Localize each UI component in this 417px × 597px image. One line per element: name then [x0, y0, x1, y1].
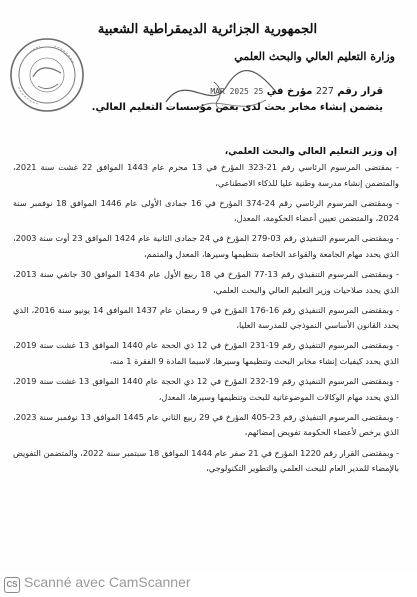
legal-paragraph: - وبمقتضى القرار رقم 1220 المؤرخ في 21 صفر عام 1444 الموافق 18 سبتمبر سنة 2022، والمتضمن التفويض بالإمضاء للمدير العام للبحث العلمي والتطوير التكنولوجي، [13, 447, 399, 474]
legal-paragraph: - وبمقتضى المرسوم التنفيذي رقم 19-232 المؤرخ في 12 ذي الحجة عام 1440 الموافق 13 غشت سنة 2019، الذي يحدد مهام الوكالات الموضوعاتية للبحث وتنظيمها وسيرها، المعدل، [13, 376, 399, 402]
camscanner-logo-icon: CS [4, 577, 20, 593]
legal-paragraph: - وبمقتضى المرسوم الرئاسي رقم 24-374 المؤرخ في 16 جمادى الأولى عام 1446 الموافق 18 نوفمبر سنة 2024، والمتضمن تعيين أعضاء الحكومة، المعدل، [13, 197, 399, 224]
legal-paragraph: - وبمقتضى المرسوم التنفيذي رقم 16-176 المؤرخ في 9 رمضان عام 1437 الموافق 14 يونيو سنة 2016، الذي يحدد القانون الأساسي النموذجي للمدرسة العليا، [13, 304, 399, 331]
decree-date: 25 MAR 2025 [210, 87, 264, 96]
legal-body [13, 160, 399, 481]
decree-date-label: مؤرخ في [266, 86, 313, 97]
minister-line: إن وزير التعليم العالي والبحث العلمي، [224, 146, 397, 157]
legal-paragraph: - وبمقتضى المرسوم التنفيذي رقم 19-231 المؤرخ في 12 ذي الحجة عام 1440 الموافق 13 غشت سنة 2019، الذي يحدد كيفيات إنشاء مخابر البحث وتنظيمها وسيرها، لاسيما المادة 9 الفقرة 1 منه، [13, 340, 399, 367]
legal-paragraph: - بمقتضى المرسوم الرئاسي رقم 21-323 المؤرخ في 13 محرم عام 1443 الموافق 22 غشت سنة 2021، والمتضمن إنشاء مدرسة وطنية عليا للذكاء الاصطناعي، [13, 162, 399, 188]
decree-label: قرار رقم [337, 86, 383, 97]
legal-paragraph: - وبمقتضى المرسوم التنفيذي رقم 03-279 المؤرخ في 24 جمادى الثانية عام 1424 الموافق 23 أوت سنة 2003، الذي يحدد مهام الجامعة والقواعد الخاصة بتنظيمها وسيرها، المعدل والمتمم، [13, 233, 399, 259]
legal-paragraph: - وبمقتضى المرسوم التنفيذي رقم 23-405 المؤرخ في 29 ربيع الثاني عام 1445 الموافق 13 نوفمبر سنة 2023، الذي يرخص لأعضاء الحكومة تفويض إمضائهم، [13, 411, 399, 438]
republic-title: الجمهورية الجزائرية الديمقراطية الشعبية [97, 22, 318, 37]
legal-paragraph: - وبمقتضى المرسوم التنفيذي رقم 13-77 المؤرخ في 18 ربيع الأول عام 1434 الموافق 30 جانفي سنة 2013، الذي يحدد صلاحيات وزير التعليم العالي والبحث العلمي، [13, 269, 399, 295]
camscanner-watermark: Scanné avec CamScanner [24, 574, 191, 590]
decree-line [123, 86, 383, 97]
decree-number: 227 [315, 86, 334, 97]
official-seal-stamp [8, 36, 86, 114]
ministry-title: وزارة التعليم العالي والبحث العلمي [234, 50, 395, 63]
decree-subject: يتضمن إنشاء مخابر بحث لدى بعض مؤسسات التعليم العالي. [91, 102, 383, 113]
